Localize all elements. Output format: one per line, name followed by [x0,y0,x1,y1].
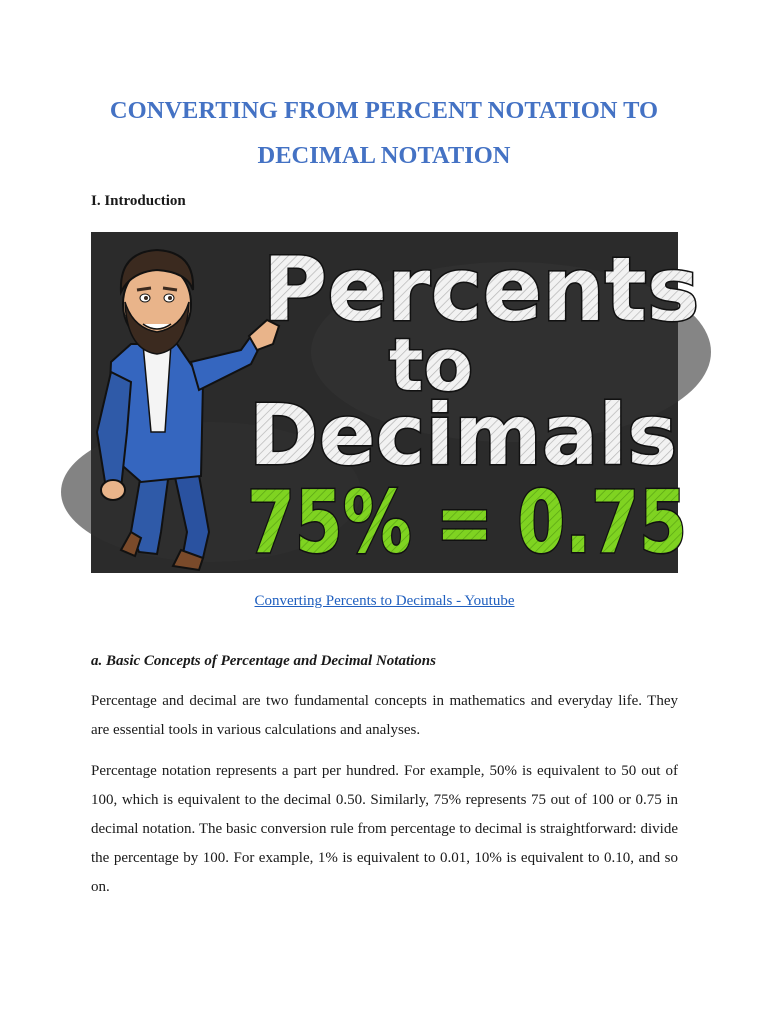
youtube-link[interactable]: Converting Percents to Decimals - Youtube [254,593,515,609]
paragraph-1: Percentage and decimal are two fundamental concepts in mathematics and everyday life. They are essential tools in various calculations and analyses. [91,693,678,738]
document-title: CONVERTING FROM PERCENT NOTATION TO DECIMAL NOTATION [109,97,659,169]
banner-image [91,232,700,573]
banner-equation: 75% = 0.75 [247,473,687,573]
banner-text-percents: Percents [262,238,700,341]
banner-text-decimals: Decimals [248,386,678,484]
banner-illustration [91,232,700,573]
paragraph-2: Percentage notation represents a part per hundred. For example, 50% is equivalent to 50 out of 100, which is equivalent to the decimal 0.50. Similarly, 75% represents 75 out of 100 or 0.75 in decimal notation. The basic conversion rule from percentage to decimal is straightforward: divide the percentage by 100. For example, 1% is equivalent to 0.01, 10% is equivalent to 0.10, and so on. [91,763,678,895]
section-heading-introduction: I. Introduction [91,193,186,209]
subheading-basic-concepts: a. Basic Concepts of Percentage and Decimal Notations [91,653,436,669]
banner-text-to: to [389,323,473,407]
